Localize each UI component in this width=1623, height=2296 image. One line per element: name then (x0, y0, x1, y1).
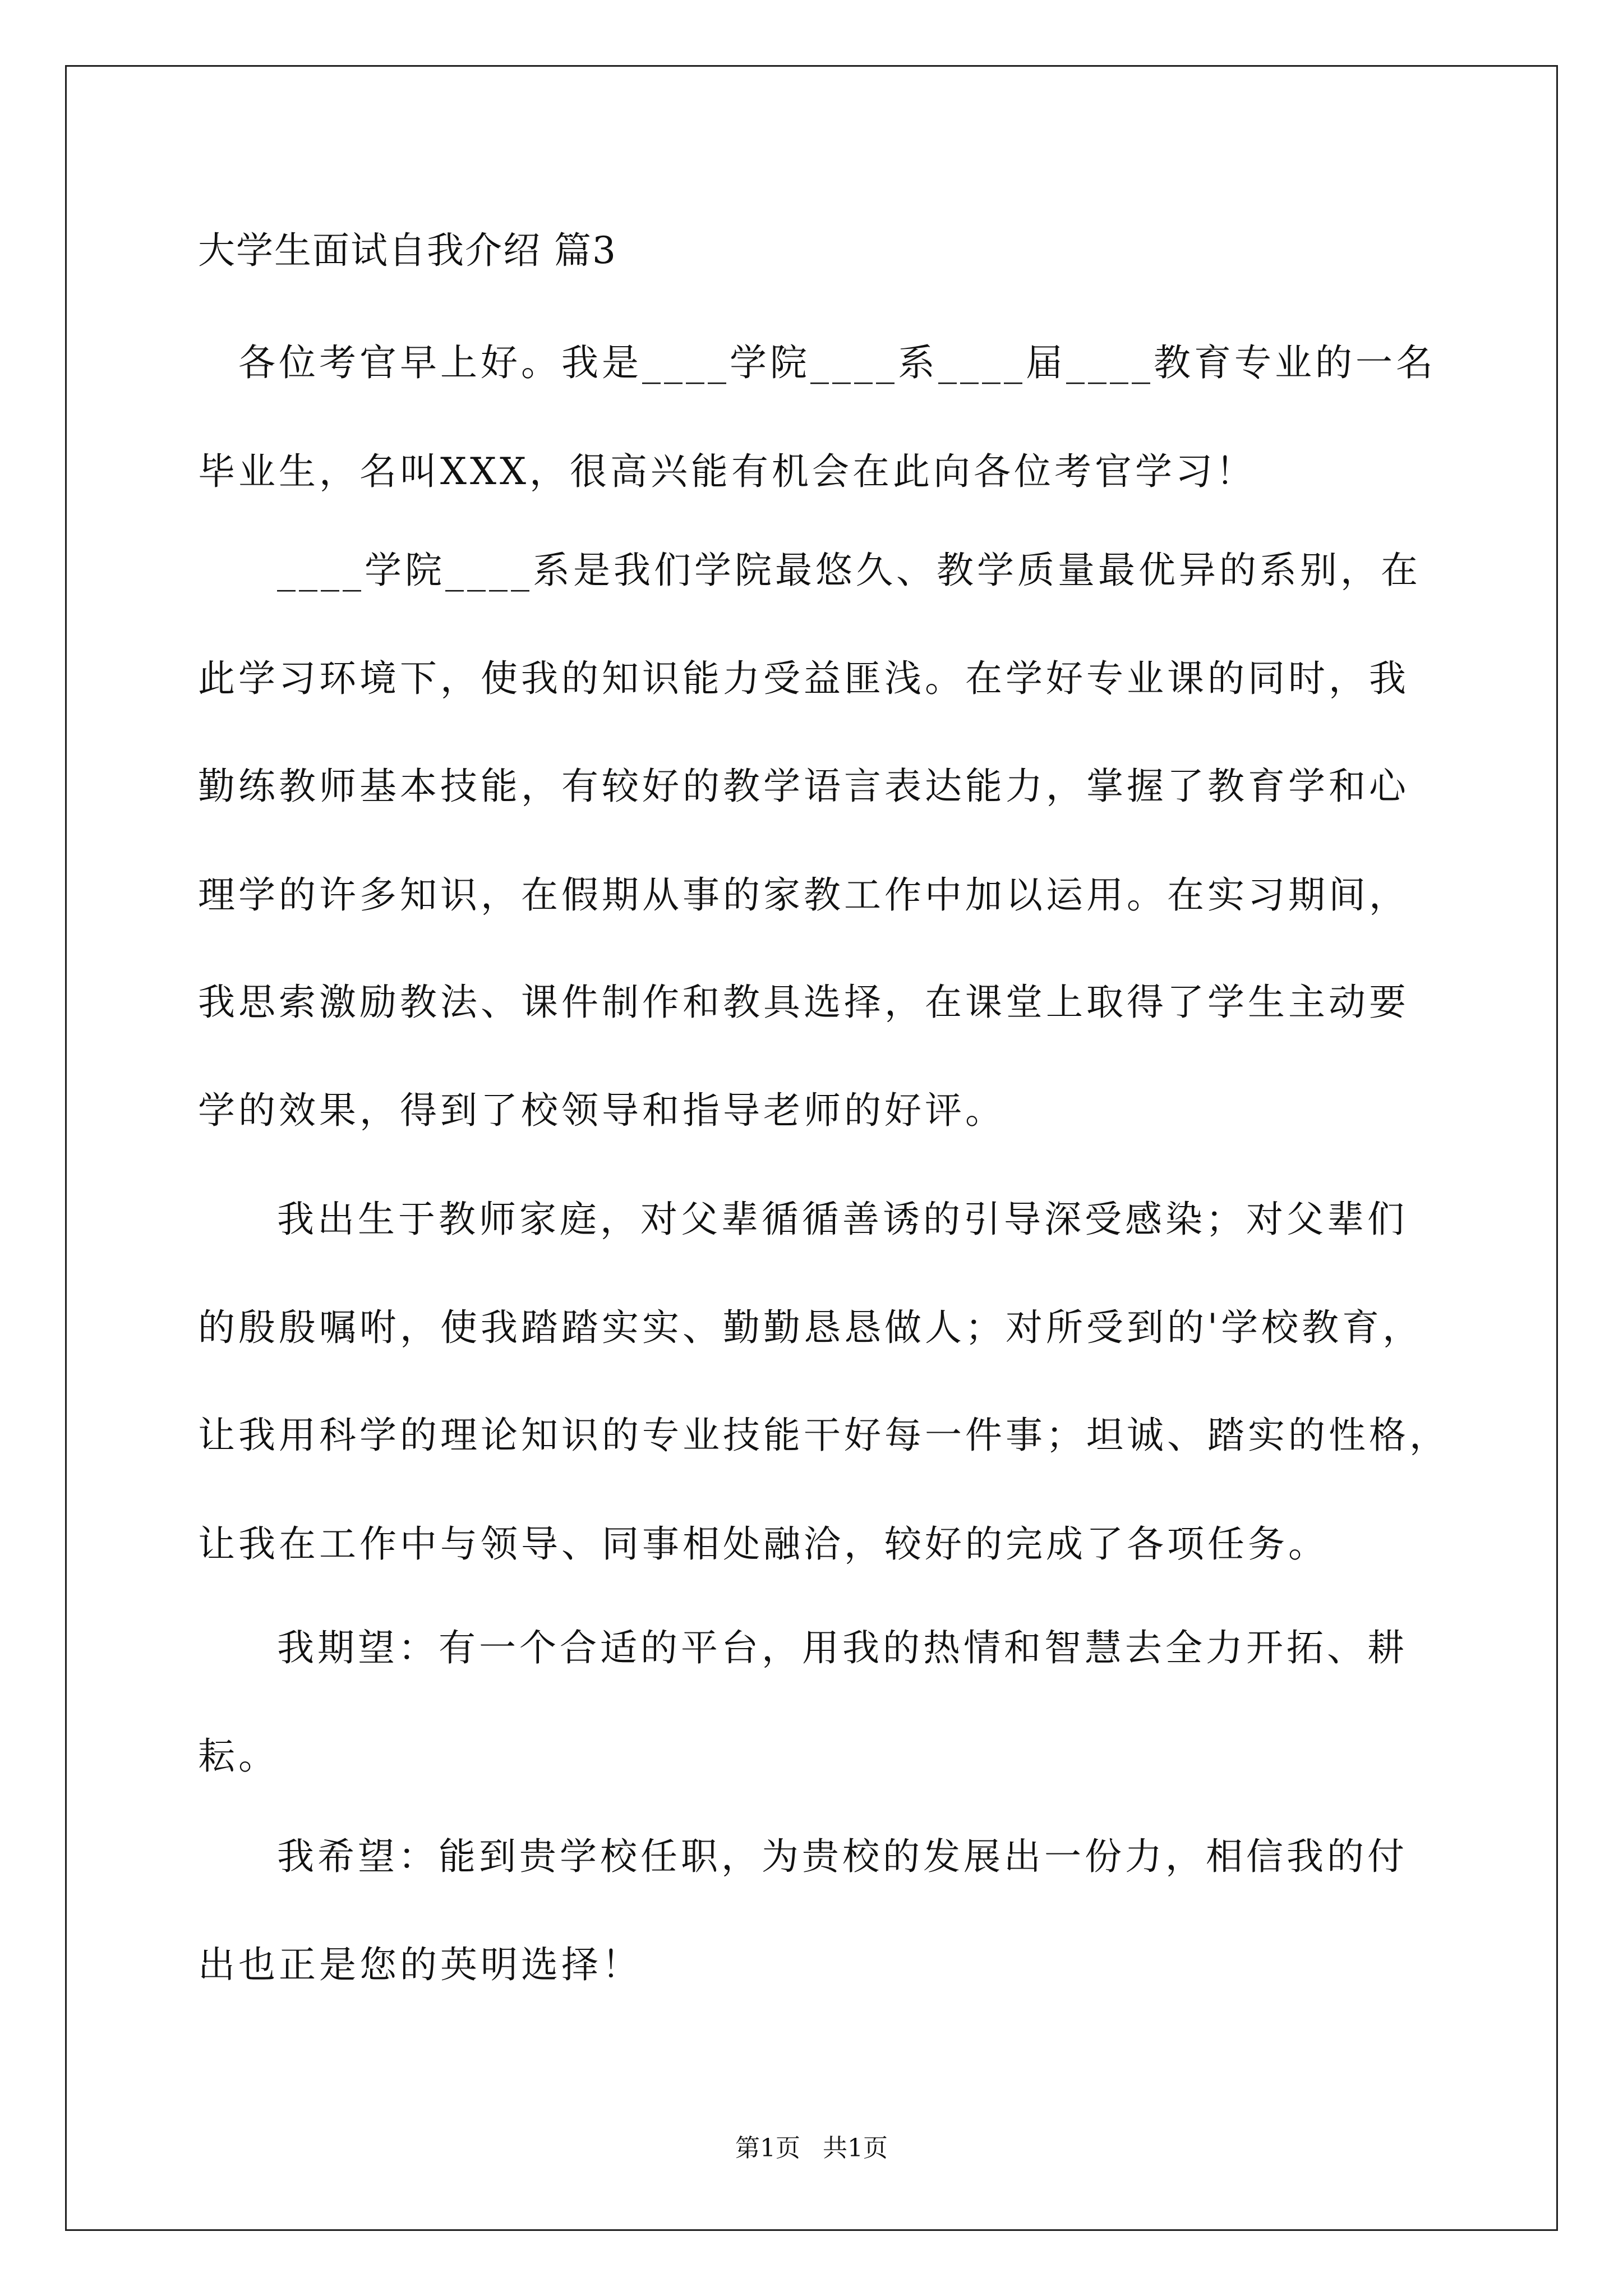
paragraph-4-line-2: 耘。 (198, 1734, 279, 1778)
page-number-total: 共1页 (823, 2134, 888, 2162)
paragraph-2-line-3: 勤练教师基本技能，有较好的教学语言表达能力，掌握了教育学和心 (198, 765, 1409, 808)
paragraph-2-line-4: 理学的许多知识，在假期从事的家教工作中加以运用。在实习期间， (198, 873, 1409, 917)
paragraph-1-line-1: 各位考官早上好。我是____学院____系____届____教育专业的一名 (238, 341, 1436, 384)
paragraph-5-line-1: 我希望：能到贵学校任职，为贵校的发展出一份力，相信我的付 (277, 1835, 1408, 1878)
page-number-current: 第1页 (735, 2134, 800, 2162)
paragraph-2-line-6: 学的效果，得到了校领导和指导老师的好评。 (198, 1089, 1006, 1132)
paragraph-2-line-1: ____学院____系是我们学院最悠久、教学质量最优异的系别，在 (277, 549, 1421, 592)
paragraph-3-line-3: 让我用科学的理论知识的专业技能干好每一件事；坦诚、踏实的性格， (198, 1414, 1450, 1457)
page-border (65, 65, 1558, 2231)
paragraph-3-line-2: 的殷殷嘱咐，使我踏踏实实、勤勤恳恳做人；对所受到的'学校教育， (198, 1306, 1423, 1349)
paragraph-3-line-1: 我出生于教师家庭，对父辈循循善诱的引导深受感染；对父辈们 (277, 1198, 1408, 1241)
paragraph-5-line-2: 出也正是您的英明选择！ (198, 1943, 642, 1986)
paragraph-1-line-2: 毕业生，名叫XXX，很高兴能有机会在此向各位考官学习！ (198, 450, 1256, 493)
page-footer (0, 2132, 1623, 2165)
document-title: 大学生面试自我介绍 篇3 (198, 229, 617, 272)
paragraph-2-line-5: 我思索激励教法、课件制作和教具选择，在课堂上取得了学生主动要 (198, 981, 1409, 1024)
paragraph-2-line-2: 此学习环境下，使我的知识能力受益匪浅。在学好专业课的同时，我 (198, 657, 1409, 700)
paragraph-4-line-1: 我期望：有一个合适的平台，用我的热情和智慧去全力开拓、耕 (277, 1626, 1408, 1669)
paragraph-3-line-4: 让我在工作中与领导、同事相处融洽，较好的完成了各项任务。 (198, 1522, 1329, 1566)
